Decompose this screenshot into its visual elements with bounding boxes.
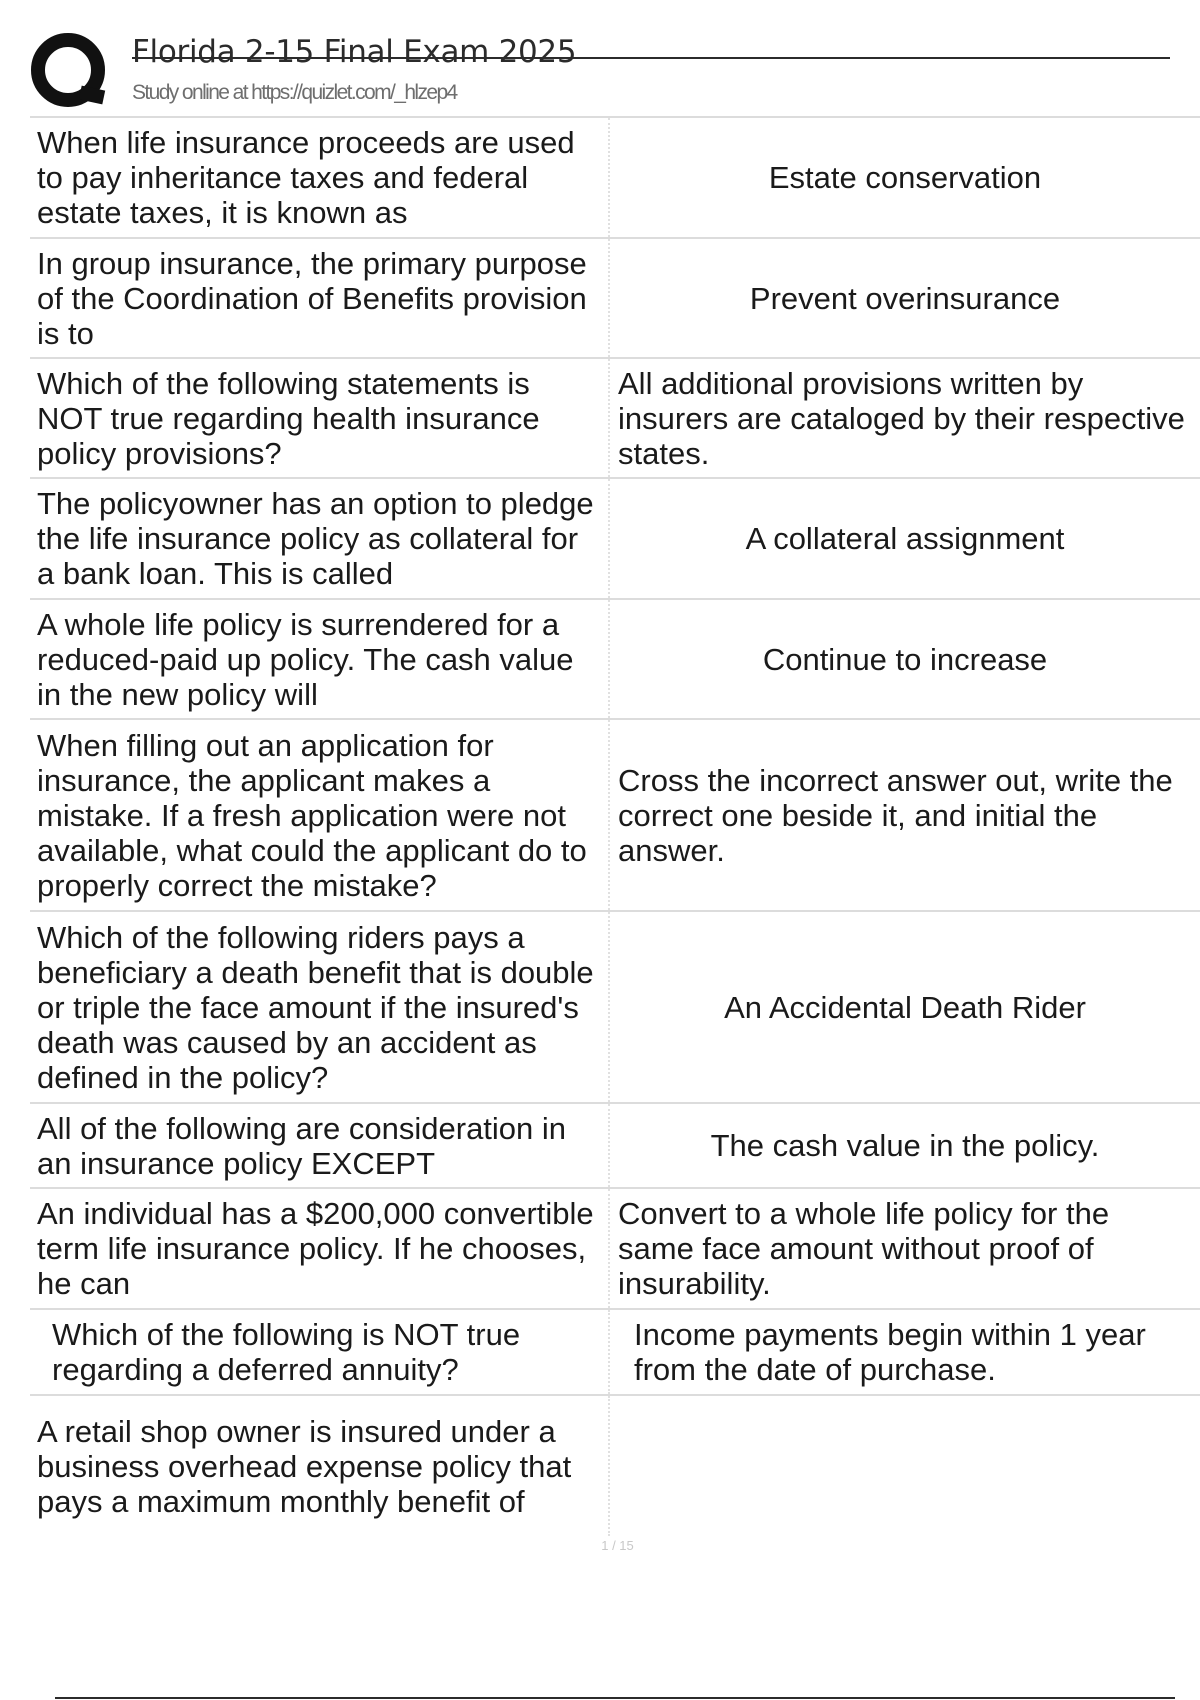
card-term: An individual has a $200,000 convertible term life insurance policy. If he chooses, he can	[30, 1189, 610, 1308]
flashcard-row	[30, 239, 1200, 359]
card-definition: The cash value in the policy.	[710, 1128, 1100, 1163]
flashcard-row	[30, 1104, 1200, 1189]
page-header	[30, 30, 1150, 115]
flashcard-row	[30, 1396, 1200, 1536]
card-term: When life insurance proceeds are used to pay inheritance taxes and federal estate taxes, it is known as	[30, 118, 610, 237]
card-definition: Income payments begin within 1 year from the date of purchase.	[634, 1317, 1146, 1387]
flashcard-table	[30, 116, 1200, 1536]
card-term: Which of the following is NOT true regarding a deferred annuity?	[30, 1310, 610, 1394]
document-title: Florida 2-15 Final Exam 2025	[132, 34, 577, 70]
card-term: A retail shop owner is insured under a business overhead expense policy that pays a maximum monthly benefit of	[30, 1396, 610, 1536]
card-term: Which of the following riders pays a beneficiary a death benefit that is double or triple the face amount if the insured's death was caused by an accident as defined in the policy?	[30, 912, 610, 1102]
page-number: 1 / 15	[601, 1538, 634, 1553]
bottom-divider	[55, 1697, 1175, 1699]
flashcard-row	[30, 359, 1200, 479]
title-strike-rule	[132, 57, 1170, 59]
card-definition: All additional provisions written by insurers are cataloged by their respective states.	[618, 365, 1185, 471]
card-definition	[610, 1396, 1200, 1536]
card-definition: Prevent overinsurance	[749, 280, 1061, 316]
card-definition: An Accidental Death Rider	[724, 989, 1086, 1025]
flashcard-row	[30, 479, 1200, 600]
card-term: In group insurance, the primary purpose of the Coordination of Benefits provision is to	[30, 239, 610, 357]
card-term: A whole life policy is surrendered for a reduced-paid up policy. The cash value in the new policy will	[30, 600, 610, 718]
card-definition: A collateral assignment	[745, 521, 1065, 556]
flashcard-row	[30, 600, 1200, 720]
card-term: All of the following are consideration in an insurance policy EXCEPT	[30, 1104, 610, 1187]
card-term: Which of the following statements is NOT true regarding health insurance policy provisions?	[30, 359, 610, 477]
card-definition: Continue to increase	[762, 641, 1048, 677]
card-definition: Estate conservation	[768, 160, 1042, 195]
card-definition: Cross the incorrect answer out, write the correct one beside it, and initial the answer.	[618, 762, 1173, 868]
study-online-link[interactable]: Study online at https://quizlet.com/_hlzep4	[132, 81, 457, 104]
flashcard-row	[30, 118, 1200, 239]
quizlet-logo-icon	[30, 32, 110, 112]
card-definition: Convert to a whole life policy for the same face amount without proof of insurability.	[618, 1196, 1110, 1301]
flashcard-row	[30, 1189, 1200, 1310]
card-term: The policyowner has an option to pledge the life insurance policy as collateral for a bank loan. This is called	[30, 479, 610, 598]
flashcard-row	[30, 912, 1200, 1104]
flashcard-row	[30, 1310, 1200, 1396]
card-term: When filling out an application for insurance, the applicant makes a mistake. If a fresh application were not available, what could the applicant do to properly correct the mistake?	[30, 720, 610, 910]
flashcard-row	[30, 720, 1200, 912]
